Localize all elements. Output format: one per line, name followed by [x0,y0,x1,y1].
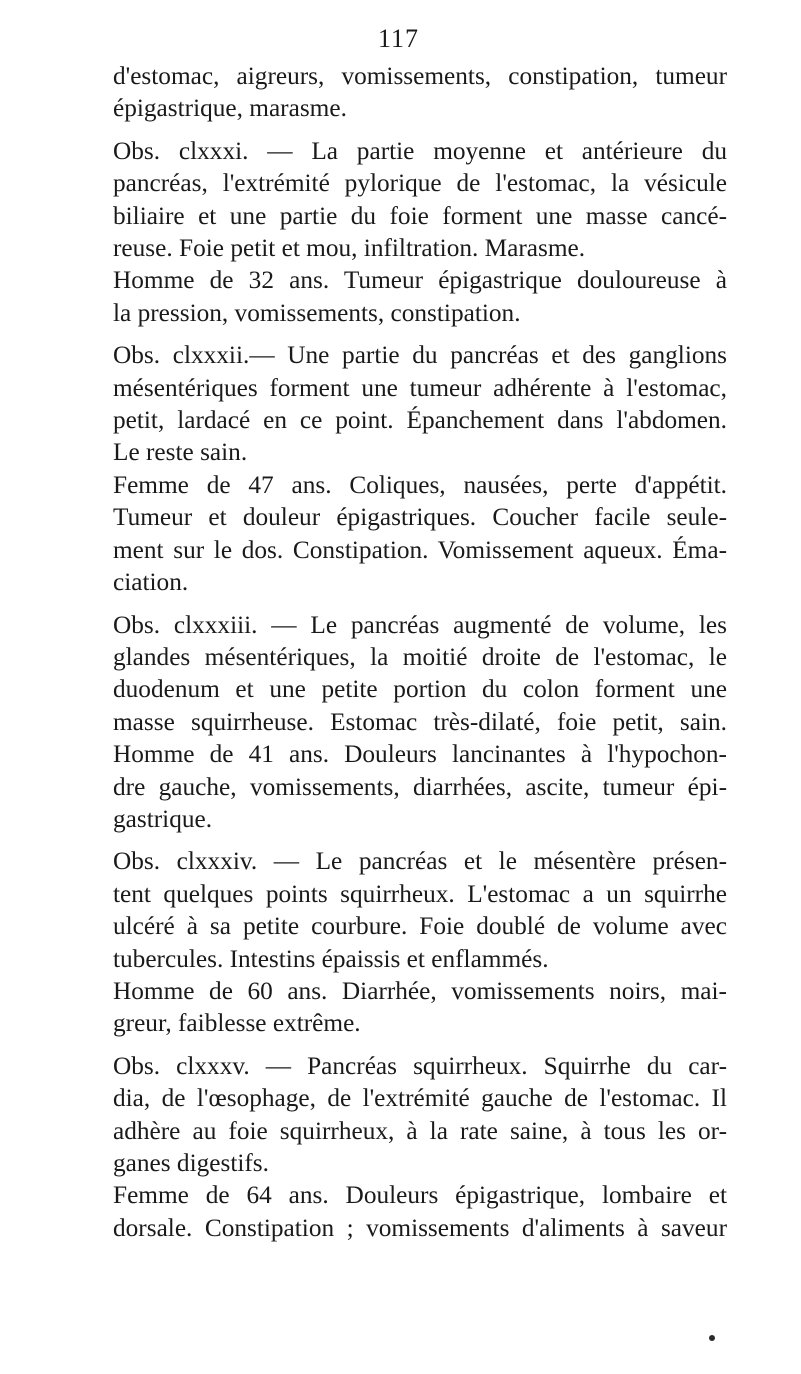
text-line: Obs. clxxxii.— Une partie du pancréas et des ganglions [113,341,727,370]
text-line: Homme de 60 ans. Diarrhée, vomissements noirs, mai- [113,976,727,1005]
text-line: masse squirrheuse. Estomac très-dilaté, foie petit, sain. [113,707,727,736]
observation-clxxxii [113,339,727,598]
text-line: la pression, vomissements, constipation. [113,298,521,327]
observation-clxxxv [113,1050,727,1244]
paragraph-continuation [113,60,727,125]
text-line: ganes digestifs. [113,1149,269,1177]
text-line: glandes mésentériques, la moitié droite de l'estomac, le [113,642,727,671]
text-line: biliaire et une partie du foie forment une masse cancé- [113,201,727,230]
observation-clxxxiii [113,609,727,836]
text-line: greur, faiblesse extrême. [113,1009,361,1038]
text-line: épigastrique, marasme. [113,94,347,123]
ink-dot-mark [709,1335,715,1341]
text-line: Obs. clxxxiv. — Le pancréas et le mésentère présen- [113,847,727,876]
text-line: dorsale. Constipation ; vomissements d'aliments à saveur [113,1213,727,1242]
text-line: Homme de 41 ans. Douleurs lancinantes à l'hypochon- [113,740,727,769]
text-line: mésentériques forment une tumeur adhérente à l'estomac, [113,373,727,402]
text-line: adhère au foie squirrheux, à la rate saine, à tous les or- [113,1116,727,1145]
text-line: Femme de 64 ans. Douleurs épigastrique, lombaire et [113,1181,727,1210]
text-line: dia, de l'œsophage, de l'extrémité gauche de l'estomac. Il [113,1084,727,1113]
text-line: pancréas, l'extrémité pylorique de l'estomac, la vésicule [113,169,727,198]
text-line: reuse. Foie petit et mou, infiltration. Marasme. [113,234,586,263]
text-line: Femme de 47 ans. Coliques, nausées, perte d'appétit. [113,470,727,499]
text-line: Homme de 32 ans. Tumeur épigastrique douloureuse à [113,266,727,295]
text-line: petit, lardacé en ce point. Épanchement dans l'abdomen. [113,406,727,435]
page-body [113,60,727,1244]
observation-clxxxi [113,135,727,329]
text-line: Obs. clxxxv. — Pancréas squirrheux. Squirrhe du car- [113,1051,727,1080]
text-line: ulcéré à sa petite courbure. Foie doublé de volume avec [113,912,727,941]
observation-clxxxiv [113,845,727,1039]
text-line: d'estomac, aigreurs, vomissements, constipation, tumeur [113,62,727,90]
text-line: dre gauche, vomissements, diarrhées, ascite, tumeur épi- [113,772,727,801]
text-line: Le reste sain. [113,438,248,467]
text-line: gastrique. [113,804,213,833]
text-line: ment sur le dos. Constipation. Vomissement aqueux. Éma- [113,535,727,564]
text-line: ciation. [113,568,189,597]
text-line: tubercules. Intestins épaissis et enflammés. [113,944,549,973]
page-number: 117 [378,24,420,53]
text-line: Obs. clxxxiii. — Le pancréas augmenté de volume, les [113,610,727,639]
text-line: Tumeur et douleur épigastriques. Coucher facile seule- [113,503,727,532]
text-line: Obs. clxxxi. — La partie moyenne et antérieure du [113,136,727,165]
text-line: duodenum et une petite portion du colon forment une [113,675,727,704]
text-line: tent quelques points squirrheux. L'estomac a un squirrhe [113,879,727,908]
